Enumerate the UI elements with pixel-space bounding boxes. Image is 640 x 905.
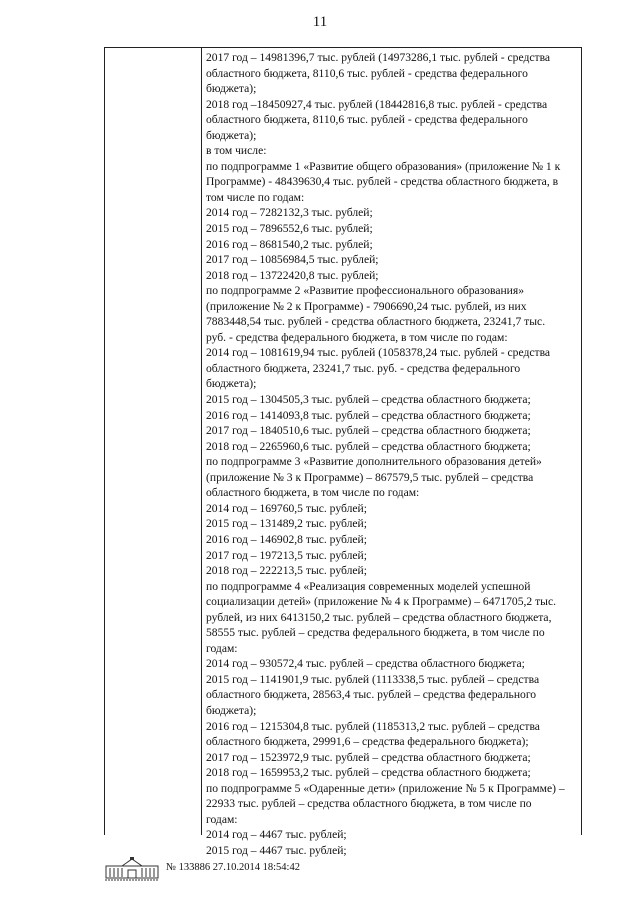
text-line: 2015 год – 131489,2 тыс. рублей; [206,517,367,531]
text-line: 2014 год – 4467 тыс. рублей; [206,828,347,842]
text-line: по подпрограмме 3 «Развитие дополнительного образования детей» [206,455,542,469]
column-divider [201,48,202,835]
text-line: в том числе: [206,144,267,158]
text-line: руб. - средства федерального бюджета, в том числе по годам: [206,330,508,344]
text-line: социализации детей» (приложение № 4 к Программе) – 6471705,2 тыс. [206,595,556,609]
text-line: 2017 год – 1523972,9 тыс. рублей – средства областного бюджета; [206,750,531,764]
text-line: областного бюджета, 8110,6 тыс. рублей - средства федерального [206,66,528,80]
text-line: по подпрограмме 2 «Развитие профессионального образования» [206,284,525,298]
text-line: 58555 тыс. рублей – средства федерального бюджета, в том числе по [206,626,545,640]
text-line: 2018 год – 13722420,8 тыс. рублей; [206,268,379,282]
text-line: бюджета); [206,703,257,717]
text-line: по подпрограмме 5 «Одаренные дети» (приложение № 5 к Программе) – [206,781,565,795]
text-line: том числе по годам: [206,190,305,204]
text-line: бюджета); [206,377,257,391]
text-line: по подпрограмме 4 «Реализация современных моделей успешной [206,579,531,593]
text-line: 2018 год –18450927,4 тыс. рублей (18442816,8 тыс. рублей - средства [206,97,548,111]
footer [104,856,404,884]
text-line: областного бюджета, 23241,7 тыс. руб. - средства федерального [206,361,521,375]
registration-stamp-text: № 133886 27.10.2014 18:54:42 [166,862,300,873]
text-line: областного бюджета, 28563,4 тыс. рублей – средства федерального [206,688,537,702]
text-line: 2017 год – 197213,5 тыс. рублей; [206,548,367,562]
text-line: 2014 год – 1081619,94 тыс. рублей (1058378,24 тыс. рублей - средства [206,346,551,360]
text-line: 2014 год – 7282132,3 тыс. рублей; [206,206,373,220]
text-line: 22933 тыс. рублей – средства областного бюджета, в том числе по [206,797,532,811]
text-line: (приложение № 2 к Программе) - 7906690,24 тыс. рублей, из них [206,299,527,313]
text-line: 2016 год – 1215304,8 тыс. рублей (1185313,2 тыс. рублей – средства [206,719,540,733]
text-line: 2016 год – 8681540,2 тыс. рублей; [206,237,373,251]
text-line: 2018 год – 2265960,6 тыс. рублей – средства областного бюджета; [206,439,531,453]
text-line: областного бюджета, в том числе по годам: [206,486,420,500]
text-line: 2017 год – 14981396,7 тыс. рублей (14973286,1 тыс. рублей - средства [206,51,551,64]
text-line: годам: [206,641,238,655]
text-line: областного бюджета, 29991,6 – средства федерального бюджета); [206,735,529,749]
text-line: бюджета); [206,128,257,142]
text-line: 2015 год – 7896552,6 тыс. рублей; [206,222,373,236]
text-line: 7883448,54 тыс. рублей - средства областного бюджета, 23241,7 тыс. [206,315,546,329]
page-number: 11 [312,14,328,30]
text-line: 2018 год – 1659953,2 тыс. рублей – средства областного бюджета; [206,766,531,780]
text-line: 2017 год – 10856984,5 тыс. рублей; [206,253,379,267]
text-line: бюджета); [206,82,257,96]
text-line: 2018 год – 222213,5 тыс. рублей; [206,564,367,578]
text-line: 2015 год – 1141901,9 тыс. рублей (1113338,5 тыс. рублей – средства [206,672,540,686]
text-line: областного бюджета, 8110,6 тыс. рублей - средства федерального [206,113,528,127]
text-line: по подпрограмме 1 «Развитие общего образования» (приложение № 1 к [206,159,561,173]
text-line: 2016 год – 146902,8 тыс. рублей; [206,532,367,546]
text-line: 2017 год – 1840510,6 тыс. рублей – средства областного бюджета; [206,424,531,438]
table-cell-text [206,50,578,858]
text-line: 2016 год – 1414093,8 тыс. рублей – средства областного бюджета; [206,408,531,422]
text-line: 2015 год – 1304505,3 тыс. рублей – средства областного бюджета; [206,393,531,407]
text-line: 2015 год – 4467 тыс. рублей; [206,843,347,857]
text-line: (приложение № 3 к Программе) – 867579,5 тыс. рублей – средства [206,470,534,484]
text-line: Программе) - 48439630,4 тыс. рублей - средства областного бюджета, в [206,175,559,189]
text-line: 2014 год – 930572,4 тыс. рублей – средства областного бюджета; [206,657,525,671]
text-line: 2014 год – 169760,5 тыс. рублей; [206,501,367,515]
document-table [104,47,582,857]
text-line: годам: [206,812,238,826]
text-line: рублей, из них 6413150,2 тыс. рублей – средства областного бюджета, [206,610,552,624]
parliament-building-stamp-icon [104,856,160,882]
